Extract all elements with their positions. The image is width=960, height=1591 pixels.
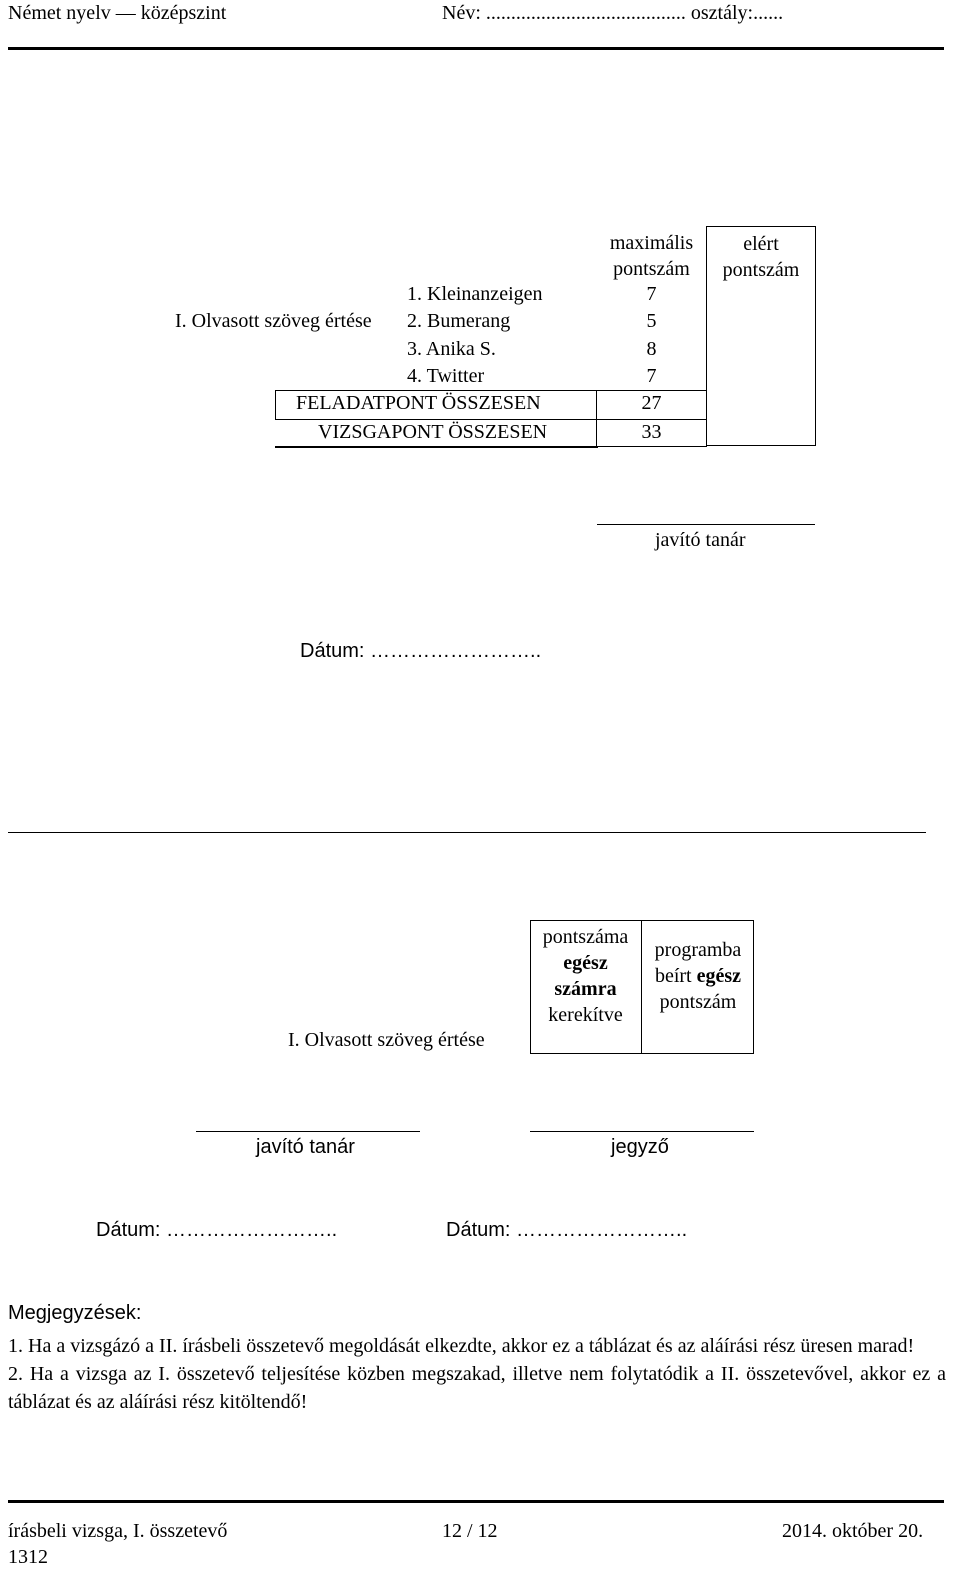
task-label-1: 1. Kleinanzeigen [407, 283, 543, 305]
signature-role-teacher: javító tanár [655, 529, 746, 551]
reached-score-header: elért pontszám [706, 226, 816, 446]
header-left: Német nyelv — középszint [8, 2, 227, 24]
signature-line-teacher [597, 524, 815, 525]
task-label-4: 4. Twitter [407, 365, 485, 387]
signature-line-teacher-2 [196, 1131, 420, 1132]
exam-total-max: 33 [641, 421, 662, 443]
rounded-score-header: pontszáma egész számra kerekítve [542, 926, 629, 1026]
section-label-2: I. Olvasott szöveg értése [288, 1029, 485, 1051]
signature-role-notary: jegyző [611, 1136, 669, 1158]
task-max-4: 7 [646, 365, 657, 387]
task-label-3: 3. Anika S. [407, 338, 496, 360]
task-max-1: 7 [646, 283, 657, 305]
notes-list [8, 1332, 946, 1416]
program-score-header: programba beírt egész pontszám [654, 939, 742, 1013]
task-label-2: 2. Bumerang [407, 310, 511, 332]
date-label-left: Dátum: …………………….. [96, 1219, 338, 1241]
date-label: Dátum: …………………….. [300, 640, 542, 662]
header-rule [8, 47, 944, 50]
footer-left: írásbeli vizsga, I. összetevő [8, 1520, 228, 1542]
notes-title: Megjegyzések: [8, 1302, 142, 1324]
signature-line-notary [530, 1131, 754, 1132]
footer-date: 2014. október 20. [782, 1520, 924, 1542]
task-total-label: FELADATPONT ÖSSZESEN [296, 392, 541, 414]
section-divider [8, 832, 926, 833]
signature-role-teacher-2: javító tanár [256, 1136, 355, 1158]
footer-rule [8, 1500, 944, 1503]
date-label-right: Dátum: …………………….. [446, 1219, 688, 1241]
task-total-max: 27 [641, 392, 662, 414]
exam-total-label: VIZSGAPONT ÖSSZESEN [318, 421, 548, 443]
section-label: I. Olvasott szöveg értése [175, 310, 372, 332]
max-score-header: maximális pontszám [609, 232, 694, 280]
header-right: Név: ........................................ osztály:...... [442, 2, 784, 24]
task-max-2: 5 [646, 310, 657, 332]
page-number: 12 / 12 [442, 1520, 498, 1542]
task-max-3: 8 [646, 338, 657, 360]
note-item-2: 2. Ha a vizsga az I. összetevő teljesítése közben megszakad, illetve nem folytatódik a II. összetevővel, akkor ez a táblázat és az aláírási rész kitöltendő! [8, 1363, 946, 1413]
footer-code: 1312 [8, 1546, 48, 1568]
note-item-1: 1. Ha a vizsgázó a II. írásbeli összetevő megoldását elkezdte, akkor ez a táblázat és az aláírási rész üresen marad! [8, 1335, 915, 1357]
